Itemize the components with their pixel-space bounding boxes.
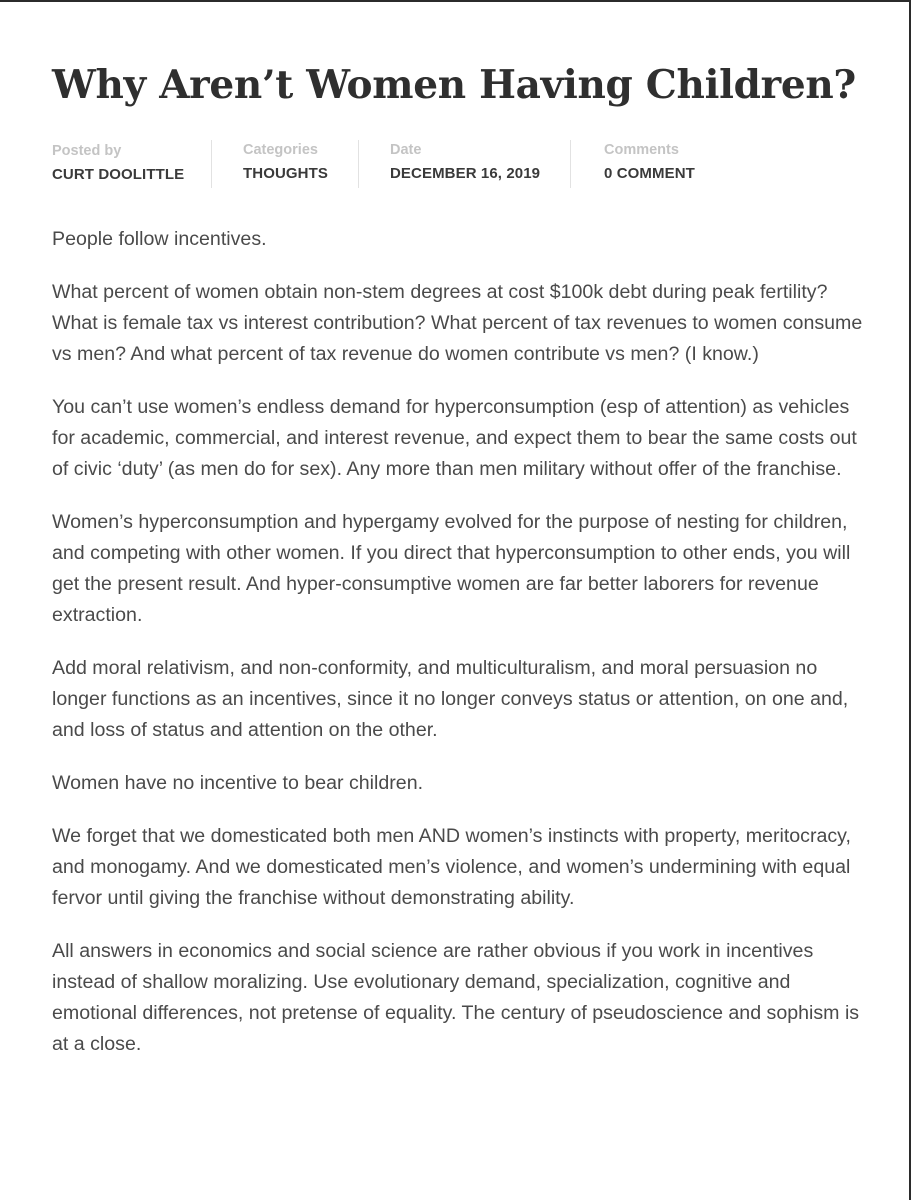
meta-divider [570, 140, 571, 188]
article-title: Why Aren’t Women Having Children? [52, 62, 856, 108]
article-paragraph: Women’s hyperconsumption and hypergamy evolved for the purpose of nesting for children, and competing with other women. If you direct that hyperconsumption to other ends, you will get the present result. And hyper-consumptive women are far better laborers for revenue extraction. [52, 511, 851, 626]
article-paragraph: Add moral relativism, and non-conformity, and multiculturalism, and moral persuasion no longer functions as an incentives, since it no longer conveys status or attention, on one and, and loss of status and attention on the other. [52, 657, 849, 741]
meta-categories [243, 140, 358, 188]
article-paragraph: People follow incentives. [52, 228, 267, 250]
article-paragraph: All answers in economics and social science are rather obvious if you work in incentives instead of shallow moralizing. Use evolutionary demand, specialization, cognitive and emotional differences, not pretense of equality. The century of pseudoscience and sophism is at a close. [52, 940, 860, 1055]
meta-categories-value[interactable]: THOUGHTS [243, 165, 328, 182]
meta-posted-by-value[interactable]: CURT DOOLITTLE [52, 166, 185, 183]
meta-date-value: DECEMBER 16, 2019 [390, 165, 541, 182]
meta-comments-label: Comments [604, 142, 679, 158]
meta-date-label: Date [390, 142, 422, 158]
meta-posted-by [52, 140, 211, 188]
meta-categories-label: Categories [243, 142, 318, 158]
article-paragraph: We forget that we domesticated both men AND women’s instincts with property, meritocracy, and monogamy. And we domesticated men’s violence, and women’s undermining with equal fervor until giving the franchise without demonstrating ability. [52, 825, 851, 909]
article-meta [52, 140, 744, 188]
window-top-border [0, 0, 911, 2]
meta-comments-value[interactable]: 0 COMMENT [604, 165, 695, 182]
meta-divider [211, 140, 212, 188]
meta-comments [604, 140, 744, 188]
article-paragraph: You can’t use women’s endless demand for hyperconsumption (esp of attention) as vehicles for academic, commercial, and interest revenue, and expect them to bear the same costs out of civic ‘duty’ (as men do for sex). Any more than men military without offer of the franchise. [52, 396, 857, 480]
meta-date [390, 140, 570, 188]
article-paragraph: Women have no incentive to bear children. [52, 772, 424, 794]
meta-divider [358, 140, 359, 188]
article-body [52, 224, 872, 1082]
meta-posted-by-label: Posted by [52, 143, 122, 159]
article-paragraph: What percent of women obtain non-stem degrees at cost $100k debt during peak fertility? What is female tax vs interest contribution? What percent of tax revenues to women consume vs men? And what percent of tax revenue do women contribute vs men? (I know.) [52, 281, 863, 365]
